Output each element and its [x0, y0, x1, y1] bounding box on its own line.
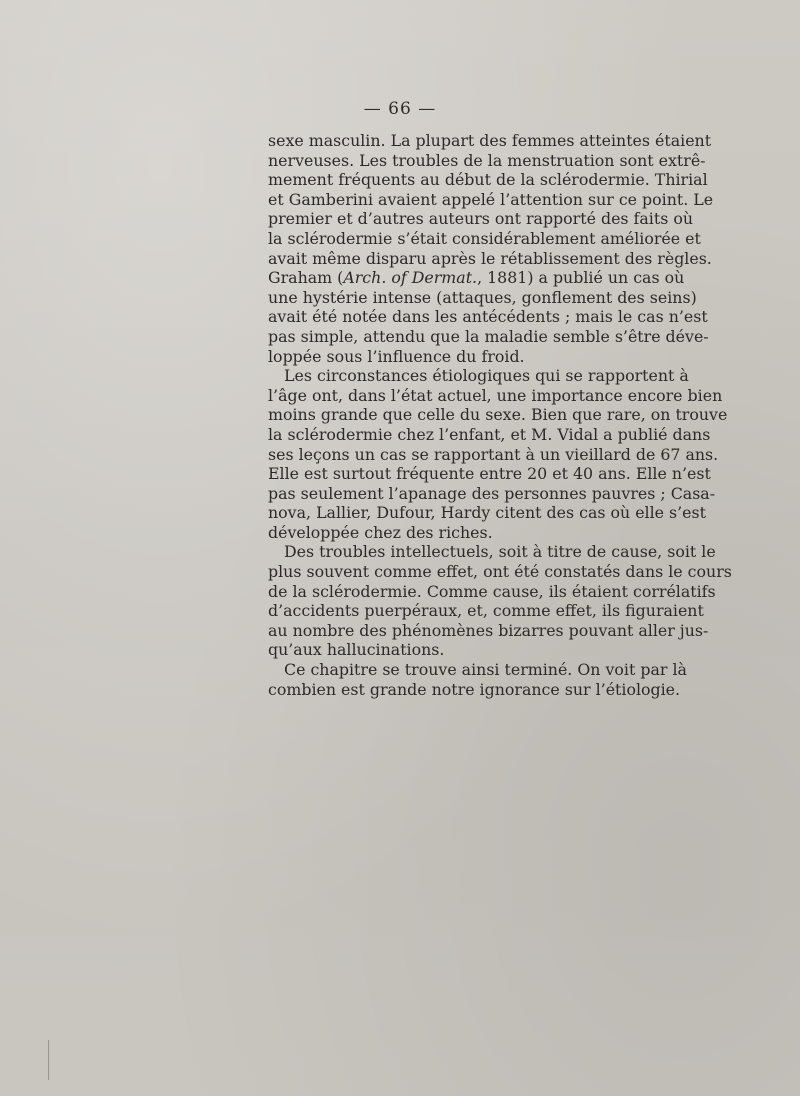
text-line: mement fréquents au début de la sclérodermie. Thirial	[268, 170, 708, 190]
text-line: moins grande que celle du sexe. Bien que rare, on trouve	[268, 405, 728, 425]
text-line: au nombre des phénomènes bizarres pouvant aller jus-	[268, 620, 709, 640]
text-line: pas seulement l’apanage des personnes pauvres ; Casa-	[268, 483, 716, 503]
text-line: sexe masculin. La plupart des femmes atteintes étaient	[268, 131, 712, 150]
text-line: la sclérodermie chez l’enfant, et M. Vidal a publié dans	[268, 424, 711, 444]
text-line: qu’aux hallucinations.	[268, 640, 445, 660]
text-line: plus souvent comme effet, ont été constatés dans le cours	[268, 562, 732, 582]
text-line: de la sclérodermie. Comme cause, ils étaient corrélatifs	[268, 581, 716, 601]
text-line: Les circonstances étiologiques qui se rapportent à	[284, 366, 689, 386]
text-line: pas simple, attendu que la maladie semble s’être déve-	[268, 326, 709, 346]
text-line	[268, 268, 685, 288]
citation-italic: Arch. of Dermat.	[343, 268, 478, 288]
text-line: l’âge ont, dans l’état actuel, une importance encore bien	[268, 385, 723, 405]
text-line: Elle est surtout fréquente entre 20 et 40 ans. Elle n’est	[268, 464, 711, 484]
text-line: développée chez des riches.	[268, 522, 493, 542]
page-number: — 66 —	[363, 99, 437, 119]
text-line: et Gamberini avaient appelé l’attention sur ce point. Le	[268, 189, 714, 209]
text-line: loppée sous l’influence du froid.	[268, 346, 525, 366]
text-line: avait été notée dans les antécédents ; mais le cas n’est	[268, 307, 708, 327]
margin-mark	[48, 1040, 49, 1080]
text-line: ses leçons un cas se rapportant à un vieillard de 67 ans.	[268, 444, 719, 464]
body-text	[268, 131, 732, 699]
text-line: la sclérodermie s’était considérablement améliorée et	[268, 228, 701, 248]
text-line: premier et d’autres auteurs ont rapporté des faits où	[268, 209, 694, 229]
text-line: Ce chapitre se trouve ainsi terminé. On voit par là	[284, 660, 687, 680]
text-line: combien est grande notre ignorance sur l’étiologie.	[268, 679, 681, 699]
text-line: une hystérie intense (attaques, gonflement des seins)	[268, 287, 697, 307]
text-line: d’accidents puerpéraux, et, comme effet, ils figuraient	[268, 601, 704, 621]
text-line: avait même disparu après le rétablissement des règles.	[268, 248, 712, 268]
text-fragment: , 1881) a publié un cas où	[477, 268, 685, 288]
text-fragment: Graham (	[268, 268, 344, 288]
text-line: nova, Lallier, Dufour, Hardy citent des cas où elle s’est	[268, 503, 706, 523]
text-line: Des troubles intellectuels, soit à titre de cause, soit le	[284, 542, 716, 562]
text-line: nerveuses. Les troubles de la menstruation sont extrê-	[268, 150, 706, 170]
